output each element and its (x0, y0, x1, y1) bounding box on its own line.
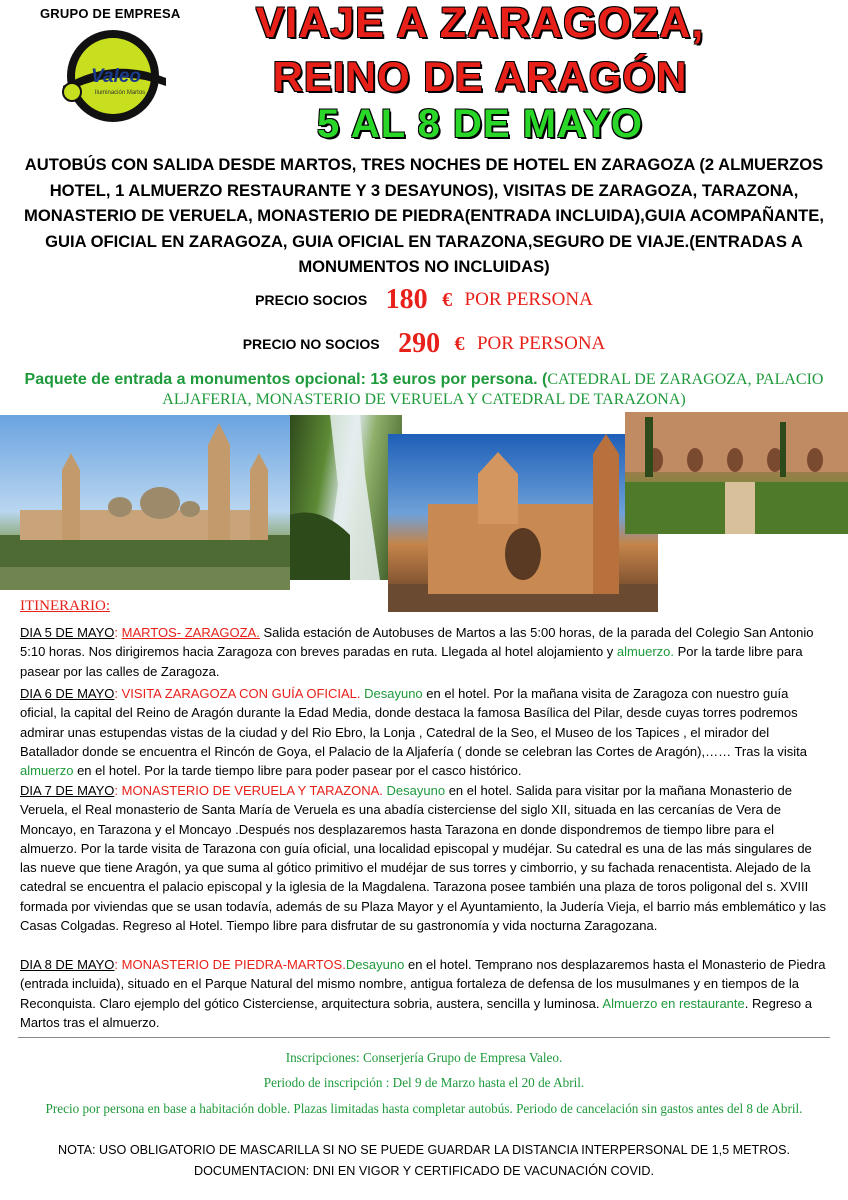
optional-package-list: CATEDRAL DE ZARAGOZA, PALACIO ALJAFERIA, MONASTERIO DE VERUELA Y CATEDRAL DE TARAZONA) (162, 371, 824, 408)
photo-waterfall-piedra (290, 415, 402, 580)
photo-catedral-tarazona (388, 434, 658, 612)
footer-inscripciones: Inscripciones: Conserjería Grupo de Empresa Valeo. (285, 1050, 563, 1065)
day-2-breakfast: Desayuno (360, 686, 423, 701)
itinerary-day-3 (20, 781, 828, 935)
photo-basilica-pilar (0, 415, 290, 590)
day-4-text-2: . Regreso a Martos tras el almuerzo. (20, 995, 812, 1030)
logo-brand: Valeo (91, 66, 141, 87)
day-4-heading: MONASTERIO DE PIEDRA-MARTOS. (121, 957, 346, 972)
day-1-label: DIA 5 DE MAYO (20, 625, 115, 640)
day-1-heading: MARTOS- ZARAGOZA. (121, 625, 260, 640)
price-no-socios-label: PRECIO NO SOCIOS (242, 336, 380, 352)
logo-sub: Iluminación Martos (94, 90, 146, 96)
itinerary-day-2 (20, 684, 828, 780)
day-2-heading: VISITA ZARAGOZA CON GUÍA OFICIAL. (121, 686, 361, 701)
divider (18, 1037, 830, 1038)
optional-package-price: Paquete de entrada a monumentos opcional: 13 euros por persona. ( (24, 371, 548, 388)
valeo-logo (58, 26, 168, 126)
price-socios-per: POR PERSONA (464, 289, 593, 310)
day-1-text-1: Salida estación de Autobuses de Martos a las 5:00 horas, de la parada del Colegio San Antonio 5:10 horas. Nos dirigiremos hacia Zaragoza con breves paradas en ruta. Llegada al hotel alojamiento y (20, 625, 814, 660)
optional-package (20, 370, 828, 410)
footer-periodo: Periodo de inscripción : Del 9 de Marzo hasta el 20 de Abril. (263, 1075, 585, 1090)
logo-caption: GRUPO DE EMPRESA (40, 6, 181, 21)
day-2-label: DIA 6 DE MAYO (20, 686, 115, 701)
photo-monasterio-veruela (625, 412, 848, 534)
price-no-socios-amount: 290 (398, 328, 441, 359)
footer-documentacion: DOCUMENTACION: DNI EN VIGOR Y CERTIFICADO DE VACUNACIÓN COVID. (194, 1164, 654, 1178)
price-no-socios-per: POR PERSONA (476, 333, 606, 354)
day-2-lunch: almuerzo (20, 763, 74, 779)
day-3-label: DIA 7 DE MAYO (20, 783, 115, 798)
day-3-text-1: en el hotel. Salida para visitar por la mañana Monasterio de Veruela, el Real monasterio de Santa María de Veruela es una abadía cisterciense del siglo XII, situada en las cercanías de Vera de Moncayo, en Tarazona y el Moncayo .Después nos desplazaremos hasta Tarazona en donde dispondremos de tiempo libre para el almuerzo. Por la tarde visita de Tarazona con guía oficial, una localidad episcopal y mudéjar. Su catedral es una de las más singulares de las nueve que tiene Aragón, ya que suma al gótico primitivo el mudéjar de sus torres y cimborrio, y su fachada renacentista. Alejado de la catedral se encuentra el palacio episcopal y la iglesia de la Magdalena. Tarazona posee también una plaza de toros poligonal del s. XVIII formada por viviendas que se usan todavía, además de su Plaza Mayor y el Ayuntamiento, la Judería Vieja, el barrio más emblemático y las Casas Colgadas. Regreso al Hotel. Tiempo libre para disfrutar de su gastronomía y vida nocturna Zaragozana. (20, 783, 826, 934)
price-socios (0, 284, 848, 316)
price-socios-currency: € (442, 288, 453, 311)
itinerary-title: ITINERARIO: (20, 598, 110, 614)
footer-nota: NOTA: USO OBLIGATORIO DE MASCARILLA SI NO SE PUEDE GUARDAR LA DISTANCIA INTERPERSONAL DE 1,5 METROS. (57, 1143, 790, 1157)
day-1-sep: : (114, 625, 122, 640)
footer-precio-habitacion: Precio por persona en base a habitación doble. Plazas limitadas hasta completar autobús. Periodo de cancelación sin gastos antes del 8 de Abril. (45, 1101, 803, 1116)
price-socios-label: PRECIO SOCIOS (255, 292, 368, 308)
itinerary-day-1 (20, 623, 828, 681)
day-4-breakfast: Desayuno (345, 957, 405, 972)
itinerary-day-4 (20, 955, 828, 1032)
title-line-1: VIAJE A ZARAGOZA, (255, 0, 705, 47)
day-4-lunch: Almuerzo en restaurante (602, 995, 745, 1011)
title-line-3: 5 AL 8 DE MAYO (317, 102, 643, 146)
day-1-text-2: Por la tarde libre para pasear por las calles de Zaragoza. (20, 644, 803, 679)
day-4-sep: : (114, 957, 122, 972)
day-1-meal: almuerzo. (616, 644, 674, 660)
price-no-socios-currency: € (454, 332, 465, 355)
day-2-text-2: en el hotel. Por la tarde tiempo libre para poder pasear por el casco histórico. (73, 763, 522, 779)
day-4-text-1: en el hotel. Temprano nos desplazaremos hasta el Monasterio de Piedra (entrada incluida), situado en el Parque Natural del mismo nombre, antigua fortaleza de defensa de los musulmanes y en tiempos de la Reconquista. Claro ejemplo del gótico Cisterciense, arquitectura sobria, austera, sencilla y luminosa. (20, 957, 826, 1011)
day-3-breakfast: Desayuno (382, 783, 446, 798)
day-3-heading: MONASTERIO DE VERUELA Y TARAZONA. (121, 783, 383, 798)
title-line-2: REINO DE ARAGÓN (272, 53, 688, 100)
day-2-text-1: en el hotel. Por la mañana visita de Zaragoza con nuestro guía oficial, la capital del Reino de Aragón durante la Edad Media, donde destaca la famosa Basílica del Pilar, desde cuyas torres podremos admirar unas estupendas vistas de la ciudad y del Rio Ebro, la Lonja , Catedral de la Seo, el Museo de los Tapices , el mirador del Batallador donde se encuentra el Rincón de Goya, el Palacio de la Aljafería ( donde se celebran las Cortes de Aragón),…… Tras la visita (20, 686, 807, 759)
intro-text: AUTOBÚS CON SALIDA DESDE MARTOS, TRES NOCHES DE HOTEL EN ZARAGOZA (2 ALMUERZOS HOTEL, 1 ALMUERZO RESTAURANTE Y 3 DESAYUNOS), VISITAS DE ZARAGOZA, TARAZONA, MONASTERIO DE VERUELA, MONASTERIO DE PIEDRA(ENTRADA INCLUIDA),GUIA ACOMPAÑANTE, GUIA OFICIAL EN ZARAGOZA, GUIA OFICIAL EN TARAZONA,SEGURO DE VIAJE.(ENTRADAS A MONUMENTOS NO INCLUIDAS) (24, 155, 824, 276)
price-socios-amount: 180 (385, 284, 428, 315)
day-4-label: DIA 8 DE MAYO (20, 957, 115, 972)
day-2-sep: : (114, 686, 122, 701)
price-no-socios (0, 328, 848, 360)
day-3-sep: : (114, 783, 122, 798)
